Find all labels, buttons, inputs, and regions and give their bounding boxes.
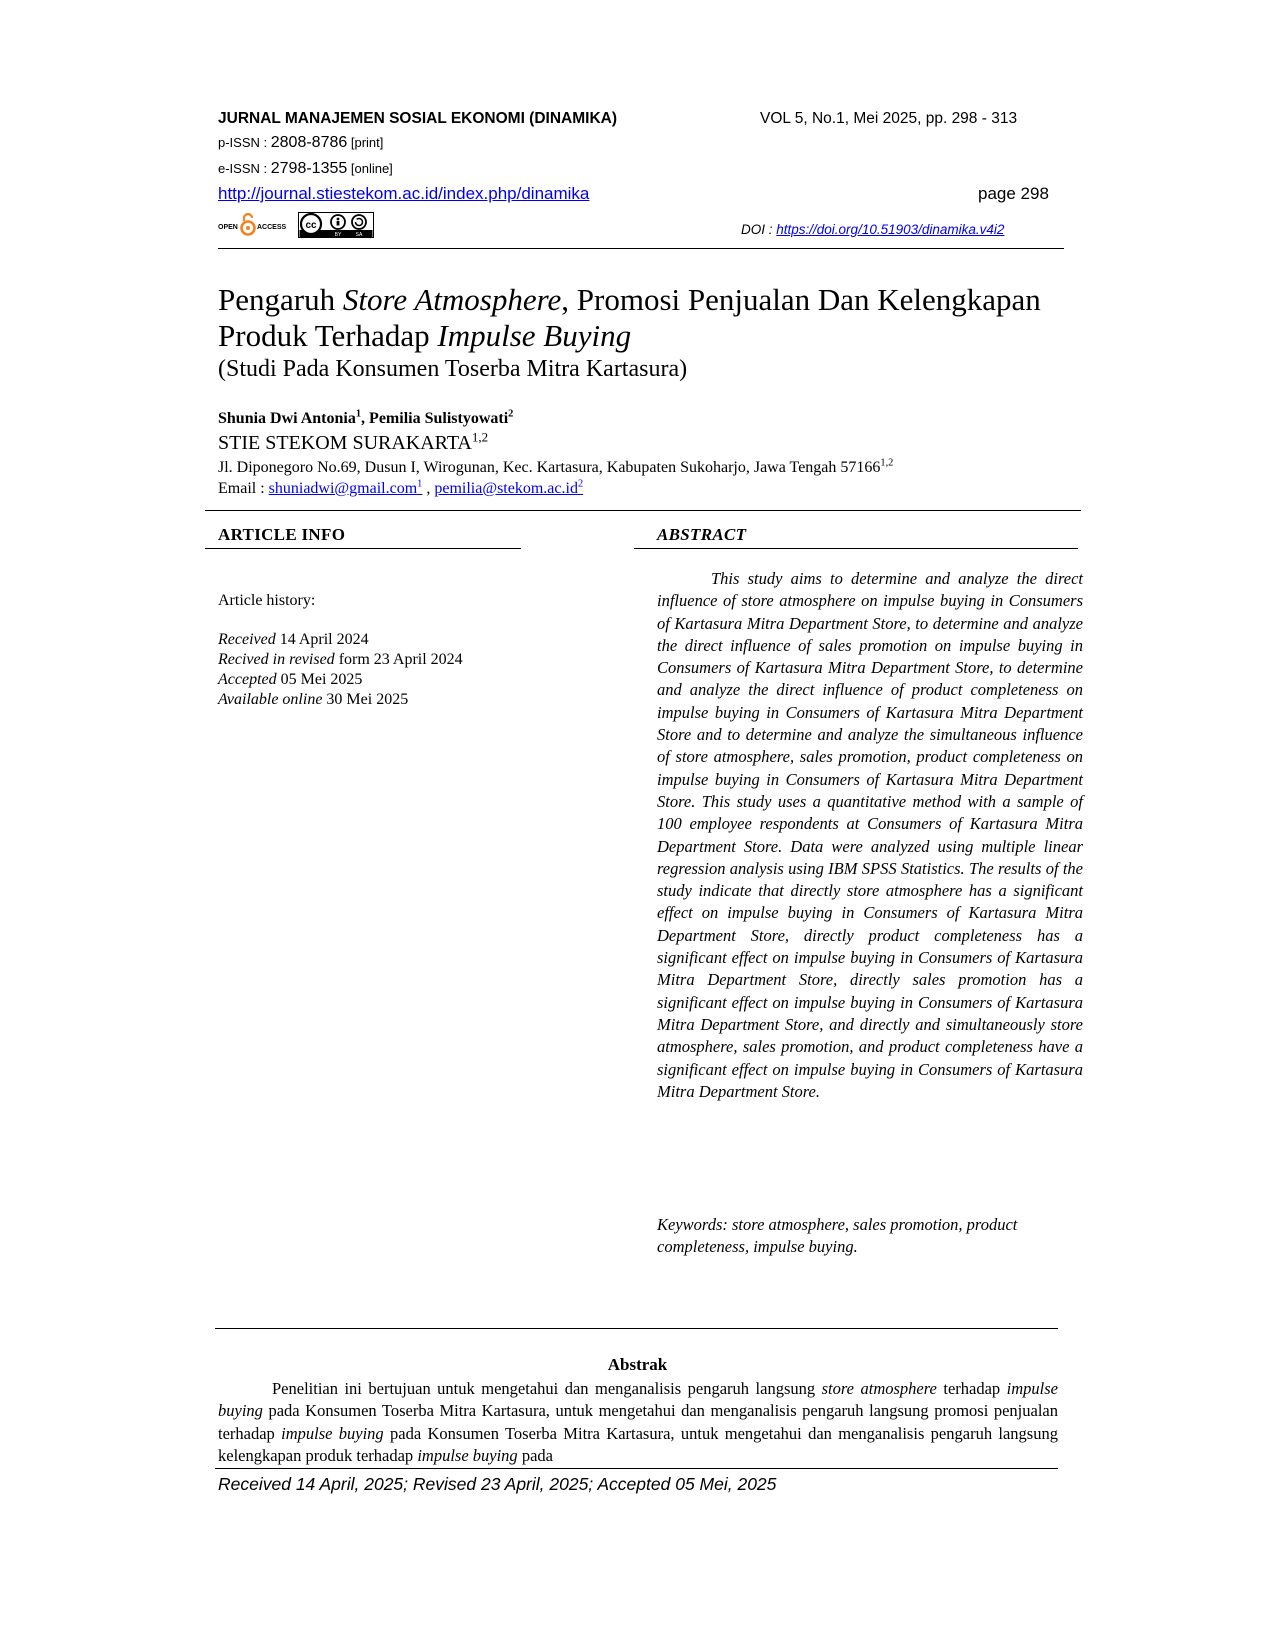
- e-issn-label: e-ISSN :: [218, 161, 271, 176]
- journal-url-link[interactable]: http://journal.stiestekom.ac.id/index.php/dinamika: [218, 184, 590, 203]
- p-issn-number: 2808-8786: [270, 134, 348, 151]
- accepted-value: 05 Mei 2025: [276, 671, 363, 688]
- abstract-divider: [634, 548, 1078, 549]
- history-received: [218, 630, 463, 650]
- abstrak-text: [218, 1378, 1058, 1467]
- abstrak-body: [218, 1378, 1058, 1467]
- email-separator: ,: [422, 480, 435, 497]
- title-divider: [205, 510, 1081, 511]
- title-italic-2: Impulse Buying: [437, 318, 632, 353]
- open-access-logo: [218, 212, 298, 238]
- sa-icon: [352, 215, 366, 229]
- e-issn-number: 2798-1355: [270, 160, 348, 177]
- email-2: pemilia@stekom.ac.id: [434, 480, 578, 497]
- doi-line: [741, 222, 1004, 237]
- title-part-1: Pengaruh: [218, 282, 343, 317]
- page-number: page 298: [978, 184, 1049, 203]
- history-revised: [218, 650, 463, 670]
- footer-divider: [215, 1468, 1058, 1469]
- e-issn: [218, 160, 393, 178]
- creative-commons-icon: [298, 212, 374, 238]
- header-divider: [218, 248, 1064, 249]
- online-value: 30 Mei 2025: [322, 691, 409, 708]
- doi-link[interactable]: https://doi.org/10.51903/dinamika.v4i2: [776, 222, 1005, 237]
- affiliation-sup: 1,2: [471, 429, 489, 445]
- email-link-1[interactable]: [269, 480, 423, 497]
- doi-label: DOI :: [741, 222, 777, 237]
- cc-text: cc: [305, 220, 317, 231]
- affiliation-name: STIE STEKOM SURAKARTA: [218, 432, 472, 454]
- received-label: Received: [218, 631, 276, 648]
- abstract-text: This study aims to determine and analyze the direct influence of store atmosphere on impulse buying in Consumers of Kartasura Mitra Department Store, to determine and analyze the direct influence of sales promotion on impulse buying in Consumers of Kartasura Mitra Department Store, to determine and analyze the direct influence of product completeness on impulse buying in Consumers of Kartasura Mitra Department Store and to determine and analyze the simultaneous influence of store atmosphere, sales promotion, product completeness on impulse buying in Consumers of Kartasura Mitra Department Store. This study uses a quantitative method with a sample of 100 employee respondents at Consumers of Kartasura Mitra Department Store. Data were analyzed using multiple linear regression analysis using IBM SPSS Statistics. The results of the study indicate that directly store atmosphere has a significant effect on impulse buying in Consumers of Kartasura Mitra Department Store, directly product completeness has a significant effect on impulse buying in Consumers of Kartasura Mitra Department Store, directly sales promotion has a significant effect on impulse buying in Consumers of Kartasura Mitra Department Store, and directly and simultaneously store atmosphere, sales promotion, and product completeness have a significant effect on impulse buying in Consumers of Kartasura Mitra Department Store.: [657, 569, 1083, 1101]
- title-part-3: Produk Terhadap: [218, 318, 438, 353]
- abstract-end-divider: [215, 1328, 1058, 1329]
- email-link-2[interactable]: [434, 480, 583, 497]
- title-part-2: , Promosi Penjualan Dan Kelengkapan: [561, 282, 1041, 317]
- received-value: 14 April 2024: [275, 631, 369, 648]
- revised-value: form 23 April 2024: [334, 651, 463, 668]
- abstrak-seg-1: Penelitian ini bertujuan untuk mengetahui dan menganalisis pengaruh langsung: [272, 1379, 822, 1398]
- email-1: shuniadwi@gmail.com: [268, 480, 418, 497]
- abstrak-seg-7: pada Konsumen Toserba Mitra Kartasura, untuk mengetahui dan menganalisis pengaruh langsung kelengkapan produk terhadap: [218, 1423, 1058, 1465]
- p-issn-label: p-ISSN :: [218, 135, 271, 150]
- abstrak-seg-5: pada Konsumen Toserba Mitra Kartasura, untuk mengetahui dan menganalisis pengaruh langsung promosi penjualan terhadap: [218, 1401, 1058, 1443]
- online-label: Available online: [218, 691, 323, 708]
- abstrak-seg-4: impulse buying: [218, 1379, 1058, 1421]
- author-separator: ,: [361, 410, 370, 427]
- email-label: Email :: [218, 480, 269, 497]
- article-title: [218, 282, 1118, 354]
- author-2: Pemilia Sulistyowati: [369, 410, 509, 427]
- abstrak-heading: Abstrak: [607, 1355, 668, 1374]
- footer-dates: Received 14 April, 2025; Revised 23 April, 2025; Accepted 05 Mei, 2025: [218, 1474, 777, 1494]
- article-info-heading: ARTICLE INFO: [218, 525, 346, 544]
- open-access-icon: [218, 212, 298, 238]
- abstrak-seg-9: pada: [517, 1445, 553, 1465]
- email-line: [218, 480, 583, 498]
- article-history-label: Article history:: [218, 592, 316, 609]
- abstrak-seg-3: terhadap: [936, 1379, 1007, 1398]
- journal-name: JURNAL MANAJEMEN SOSIAL EKONOMI (DINAMIKA): [218, 110, 617, 127]
- author-1: Shunia Dwi Antonia: [218, 410, 356, 427]
- open-access-open-text: OPEN: [218, 224, 238, 231]
- address-text: Jl. Diponegoro No.69, Dusun I, Wirogunan, Kec. Kartasura, Kabupaten Sukoharjo, Jawa Tengah 57166: [218, 459, 881, 476]
- cc-by-sa-badge: [298, 212, 374, 238]
- cc-sa-text: SA: [355, 232, 363, 238]
- volume-info: VOL 5, No.1, Mei 2025, pp. 298 - 313: [760, 110, 1018, 127]
- affiliation: [218, 429, 489, 455]
- address: [218, 459, 893, 477]
- open-lock-icon: [242, 214, 255, 235]
- abstrak-seg-6: impulse buying: [281, 1423, 384, 1443]
- keywords: Keywords: store atmosphere, sales promotion, product completeness, impulse buying.: [657, 1215, 1018, 1257]
- article-subtitle: (Studi Pada Konsumen Toserba Mitra Kartasura): [218, 356, 688, 382]
- history-accepted: [218, 670, 463, 690]
- author-2-sup: 2: [508, 408, 514, 420]
- cc-by-text: BY: [334, 232, 342, 238]
- revised-label: Recived in revised: [218, 651, 335, 668]
- open-access-access-text: ACCESS: [257, 224, 287, 231]
- authors: [218, 410, 513, 428]
- accepted-label: Accepted: [218, 671, 277, 688]
- e-issn-kind: [online]: [347, 161, 393, 176]
- p-issn: [218, 134, 383, 152]
- abstract-body: [657, 568, 1083, 1103]
- history-online: [218, 690, 463, 710]
- article-history: [218, 630, 463, 710]
- abstract-heading: ABSTRACT: [657, 525, 747, 544]
- abstrak-seg-2: store atmosphere: [821, 1379, 937, 1398]
- author-1-sup: 1: [355, 408, 362, 420]
- abstrak-seg-8: impulse buying: [417, 1445, 518, 1465]
- email-1-sup: 1: [417, 478, 423, 490]
- title-italic-1: Store Atmosphere: [342, 282, 562, 317]
- article-info-divider: [205, 548, 521, 549]
- address-sup: 1,2: [880, 457, 894, 469]
- email-2-sup: 2: [577, 478, 584, 490]
- p-issn-kind: [print]: [347, 135, 384, 150]
